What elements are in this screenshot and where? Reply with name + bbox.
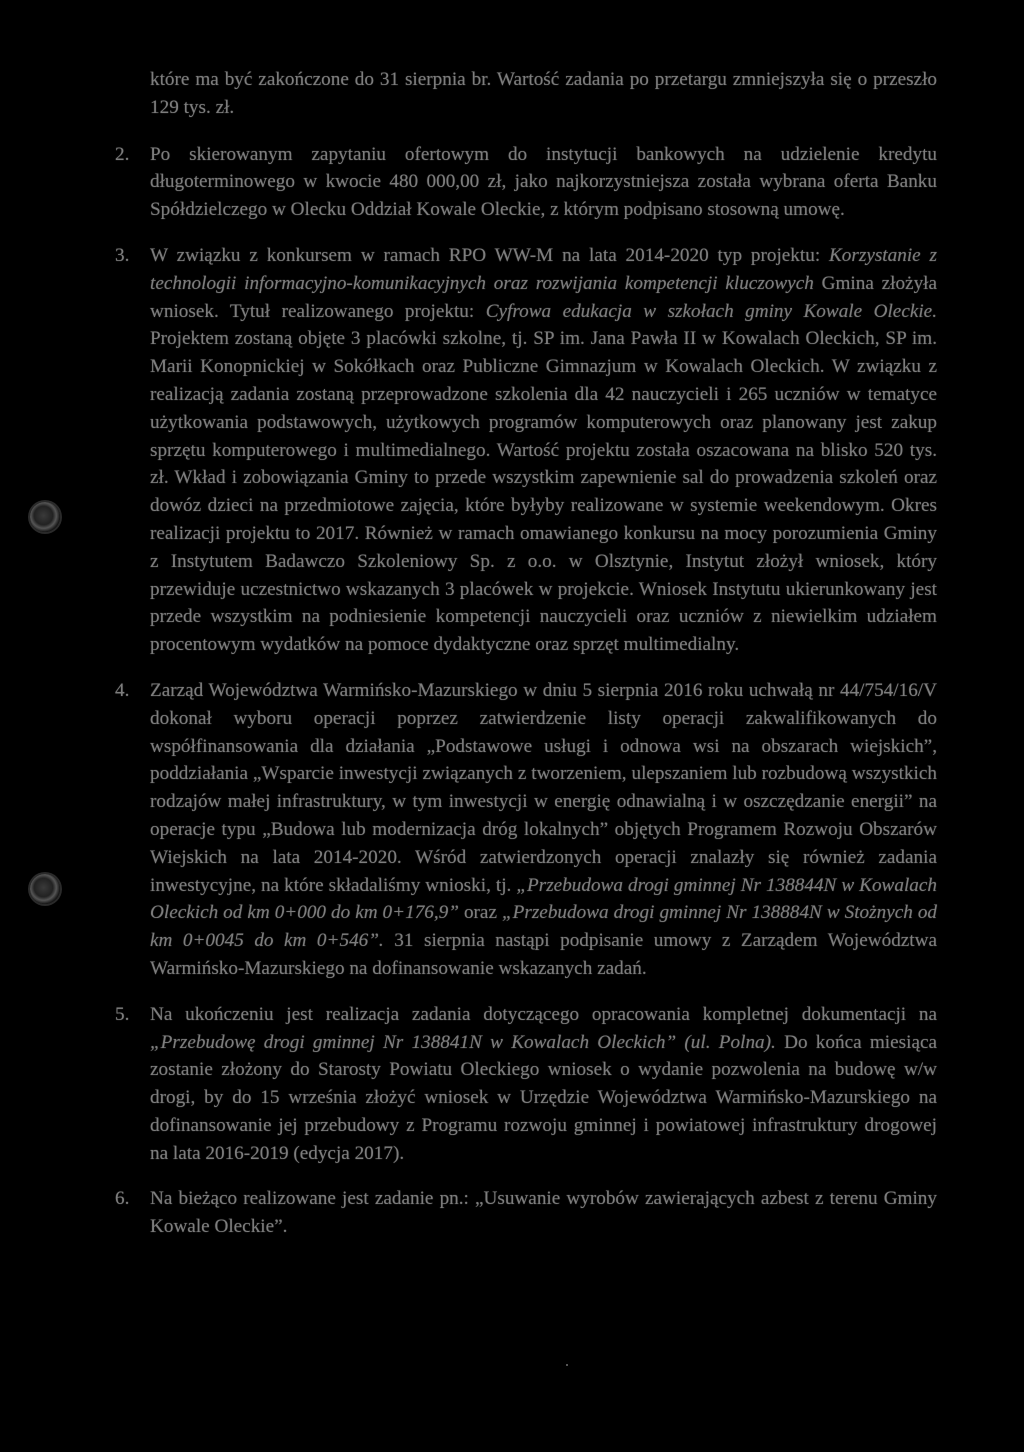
- list-item-text: [150, 242, 937, 659]
- list-item: [115, 677, 937, 983]
- list-item-text-part: Gmina złożyła wniosek. Tytuł realizowanego projektu:: [150, 272, 938, 322]
- list-item: [115, 141, 937, 224]
- list-item-text-part: W związku z konkursem w ramach RPO WW-M na lata 2014-2020 typ projektu:: [150, 244, 821, 266]
- list-item-text-part: Na ukończeniu jest realizacja zadania dotyczącego opracowania kompletnej dokumentacji na: [150, 1003, 937, 1025]
- list-item-number: 5.: [115, 1003, 130, 1025]
- list-item-text: [150, 677, 937, 983]
- scan-speck: [566, 1364, 568, 1366]
- list-item: [115, 1185, 937, 1241]
- list-item-number: 2.: [115, 143, 130, 165]
- list-item-text-part: oraz: [463, 902, 497, 924]
- list-item-text-part: Zarząd Województwa Warmińsko-Mazurskiego w dniu 5 sierpnia 2016 roku uchwałą nr 44/754/16/V dokonał wyboru operacji poprzez zatwierdzenie listy operacji zakwalifikowanych do współfinansowania dla działania „Podstawowe usługi i odnowa wsi na obszarach wiejskich”, poddziałania „Wsparcie inwestycji związanych z tworzeniem, ulepszaniem lub rozbudową wszystkich rodzajów małej infrastruktury, w tym inwestycji w energię odnawialną i w oszczędzanie energii” na operacje typu „Budowa lub modernizacja dróg lokalnych” objętych Programem Rozwoju Obszarów Wiejskich na lata 2014-2020. Wśród zatwierdzonych operacji znalazły się również zadania inwestycyjne, na które składaliśmy wnioski, tj.: [150, 679, 937, 896]
- punch-hole-icon: [30, 502, 60, 532]
- road-project-italic: „Przebudowa drogi gminnej Nr 138884N w Stożnych od km 0+0045 do km 0+546”.: [150, 902, 938, 952]
- list-item-text-part: Do końca miesiąca zostanie złożony do Starosty Powiatu Oleckiego wniosek o wydanie pozwolenia na budowę w/w drogi, by do 15 września złożyć wniosek w Urzędzie Województwa Warmińsko-Mazurskiego na dofinansowanie jej przebudowy z Programu rozwoju gminnej i powiatowej infrastruktury drogowej na lata 2016-2019 (edycja 2017).: [150, 1031, 938, 1164]
- punch-hole-icon: [30, 874, 60, 904]
- list-item-number: 3.: [115, 244, 130, 266]
- continued-paragraph-text: które ma być zakończone do 31 sierpnia br. Wartość zadania po przetargu zmniejszyła się o przeszło 129 tys. zł.: [150, 69, 937, 118]
- list-item: [115, 1001, 937, 1168]
- road-project-italic: „Przebudowę drogi gminnej Nr 138841N w Kowalach Oleckich” (ul. Polna).: [150, 1031, 776, 1053]
- list-item-text: Po skierowanym zapytaniu ofertowym do instytucji bankowych na udzielenie kredytu długoterminowego w kwocie 480 000,00 zł, jako najkorzystniejsza została wybrana oferta Banku Spółdzielczego w Olecku Oddział Kowale Oleckie, z którym podpisano stosowną umowę.: [150, 143, 937, 221]
- road-project-italic: „Przebudowa drogi gminnej Nr 138844N w Kowalach Oleckich od km 0+000 do km 0+176,9”: [150, 874, 937, 924]
- list-item: [115, 242, 937, 659]
- list-item-text: Na bieżąco realizowane jest zadanie pn.: „Usuwanie wyrobów zawierających azbest z terenu Gminy Kowale Oleckie”.: [150, 1188, 937, 1238]
- project-title-italic: Cyfrowa edukacja w szkołach gminy Kowale Oleckie.: [485, 300, 938, 322]
- continued-paragraph: [150, 66, 937, 122]
- list-item-text-part: Projektem zostaną objęte 3 placówki szkolne, tj. SP im. Jana Pawła II w Kowalach Oleckich, SP im. Marii Konopnickiej w Sokółkach oraz Publiczne Gimnazjum w Kowalach Oleckich. W związku z realizacją zadania zostaną przeprowadzone szkolenia dla 42 nauczycieli i 265 uczniów w tematyce użytkowania podstawowych, użytkowych programów komputerowych oraz planowany jest zakup sprzętu komputerowego i multimedialnego. Wartość projektu została oszacowana na blisko 520 tys. zł. Wkład i zobowiązania Gminy to przede wszystkim zapewnienie sal do prowadzenia szkoleń oraz dowóz dzieci na przedmiotowe zajęcia, które byłyby realizowane w systemie weekendowym. Okres realizacji projektu to 2017. Również w ramach omawianego konkursu na mocy porozumienia Gminy z Instytutem Badawczo Szkoleniowy Sp. z o.o. w Olsztynie, Instytut złożył wniosek, który przewiduje uczestnictwo wskazanych 3 placówek w projekcie. Wniosek Instytutu ukierunkowany jest przede wszystkim na podniesienie kompetencji nauczycieli oraz uczniów z niewielkim udziałem procentowym wydatków na pomoce dydaktyczne oraz sprzęt multimedialny.: [150, 328, 937, 656]
- document-body: [115, 66, 937, 1259]
- list-item-text-part: 31 sierpnia nastąpi podpisanie umowy z Zarządem Województwa Warmińsko-Mazurskiego na dofinansowanie wskazanych zadań.: [150, 930, 938, 979]
- list-item-number: 6.: [115, 1188, 130, 1210]
- project-type-italic: Korzystanie z technologii informacyjno-komunikacyjnych oraz rozwijania kompetencji kluczowych: [150, 244, 937, 294]
- list-item-text: [150, 1001, 937, 1168]
- list-item-number: 4.: [115, 679, 130, 701]
